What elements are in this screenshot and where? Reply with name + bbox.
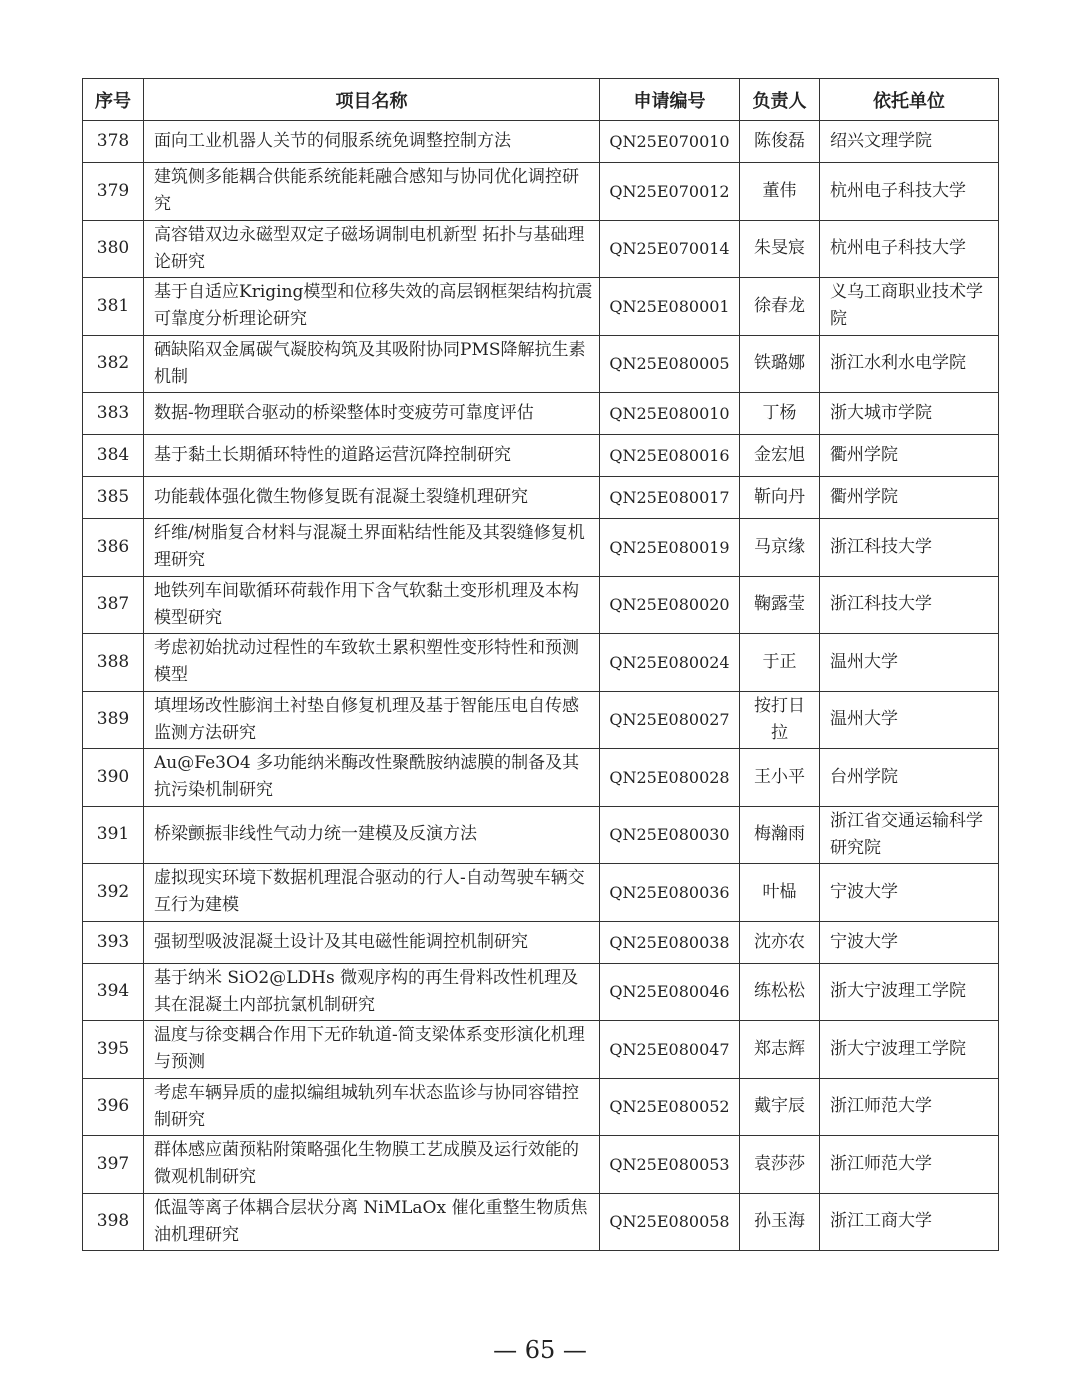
cell-project-name: 虚拟现实环境下数据机理混合驱动的行人-自动驾驶车辆交互行为建模 (144, 864, 600, 922)
cell-num: 381 (83, 278, 144, 336)
cell-leader: 鞠露莹 (740, 576, 820, 634)
cell-project-name: 纤维/树脂复合材料与混凝土界面粘结性能及其裂缝修复机理研究 (144, 519, 600, 577)
cell-unit: 浙大宁波理工学院 (820, 1021, 999, 1079)
cell-leader: 梅瀚雨 (740, 806, 820, 864)
table-row (83, 1021, 999, 1079)
cell-project-name: 温度与徐变耦合作用下无砟轨道-简支梁体系变形演化机理与预测 (144, 1021, 600, 1079)
cell-leader: 袁莎莎 (740, 1136, 820, 1194)
cell-application-code: QN25E080052 (600, 1078, 740, 1136)
cell-application-code: QN25E080058 (600, 1193, 740, 1251)
cell-project-name: 强韧型吸波混凝土设计及其电磁性能调控机制研究 (144, 921, 600, 963)
cell-unit: 宁波大学 (820, 864, 999, 922)
cell-project-name: 考虑初始扰动过程性的车致软土累积塑性变形特性和预测模型 (144, 634, 600, 692)
cell-application-code: QN25E070014 (600, 220, 740, 278)
cell-application-code: QN25E080036 (600, 864, 740, 922)
cell-project-name: 考虑车辆异质的虚拟编组城轨列车状态监诊与协同容错控制研究 (144, 1078, 600, 1136)
cell-project-name: 功能载体强化微生物修复既有混凝土裂缝机理研究 (144, 477, 600, 519)
cell-leader: 王小平 (740, 749, 820, 807)
table-row (83, 1136, 999, 1194)
cell-unit: 义乌工商职业技术学院 (820, 278, 999, 336)
cell-application-code: QN25E080016 (600, 435, 740, 477)
cell-application-code: QN25E080019 (600, 519, 740, 577)
cell-leader: 沈亦农 (740, 921, 820, 963)
cell-unit: 浙江省交通运输科学研究院 (820, 806, 999, 864)
cell-num: 386 (83, 519, 144, 577)
cell-application-code: QN25E080027 (600, 691, 740, 749)
cell-application-code: QN25E080010 (600, 393, 740, 435)
table-row (83, 121, 999, 163)
table-row (83, 749, 999, 807)
table-row (83, 163, 999, 221)
cell-application-code: QN25E080046 (600, 963, 740, 1021)
cell-leader: 于正 (740, 634, 820, 692)
cell-unit: 浙江科技大学 (820, 576, 999, 634)
cell-num: 388 (83, 634, 144, 692)
cell-application-code: QN25E070012 (600, 163, 740, 221)
table-row (83, 864, 999, 922)
header-unit: 依托单位 (820, 79, 999, 121)
cell-unit: 杭州电子科技大学 (820, 163, 999, 221)
cell-num: 380 (83, 220, 144, 278)
table-row (83, 435, 999, 477)
cell-num: 389 (83, 691, 144, 749)
cell-unit: 宁波大学 (820, 921, 999, 963)
cell-leader: 靳向丹 (740, 477, 820, 519)
cell-leader: 徐春龙 (740, 278, 820, 336)
cell-application-code: QN25E080017 (600, 477, 740, 519)
cell-leader: 马京缘 (740, 519, 820, 577)
table-row (83, 278, 999, 336)
table-row (83, 963, 999, 1021)
cell-application-code: QN25E080005 (600, 335, 740, 393)
cell-num: 396 (83, 1078, 144, 1136)
cell-unit: 浙江科技大学 (820, 519, 999, 577)
cell-project-name: 数据-物理联合驱动的桥梁整体时变疲劳可靠度评估 (144, 393, 600, 435)
table-row (83, 691, 999, 749)
cell-project-name: 硒缺陷双金属碳气凝胶构筑及其吸附协同PMS降解抗生素机制 (144, 335, 600, 393)
cell-num: 387 (83, 576, 144, 634)
table-row (83, 393, 999, 435)
cell-unit: 浙江工商大学 (820, 1193, 999, 1251)
cell-num: 394 (83, 963, 144, 1021)
table-row (83, 806, 999, 864)
cell-unit: 绍兴文理学院 (820, 121, 999, 163)
cell-application-code: QN25E080001 (600, 278, 740, 336)
cell-application-code: QN25E070010 (600, 121, 740, 163)
cell-num: 397 (83, 1136, 144, 1194)
cell-unit: 浙江师范大学 (820, 1136, 999, 1194)
cell-leader: 铁璐娜 (740, 335, 820, 393)
cell-application-code: QN25E080038 (600, 921, 740, 963)
cell-project-name: 填埋场改性膨润土衬垫自修复机理及基于智能压电自传感监测方法研究 (144, 691, 600, 749)
header-num: 序号 (83, 79, 144, 121)
cell-leader: 金宏旭 (740, 435, 820, 477)
cell-leader: 朱旻宸 (740, 220, 820, 278)
project-table (82, 78, 999, 1251)
table-row (83, 1078, 999, 1136)
table-row (83, 921, 999, 963)
header-name: 项目名称 (144, 79, 600, 121)
cell-num: 391 (83, 806, 144, 864)
cell-leader: 戴宇辰 (740, 1078, 820, 1136)
cell-unit: 杭州电子科技大学 (820, 220, 999, 278)
cell-leader: 叶榀 (740, 864, 820, 922)
cell-project-name: 基于纳米 SiO2@LDHs 微观序构的再生骨料改性机理及其在混凝土内部抗氯机制研究 (144, 963, 600, 1021)
table-body (83, 121, 999, 1251)
header-code: 申请编号 (600, 79, 740, 121)
cell-application-code: QN25E080028 (600, 749, 740, 807)
page-number: — 65 — (493, 1336, 587, 1364)
cell-project-name: 地铁列车间歇循环荷载作用下含气软黏土变形机理及本构模型研究 (144, 576, 600, 634)
cell-leader: 孙玉海 (740, 1193, 820, 1251)
cell-unit: 温州大学 (820, 691, 999, 749)
cell-application-code: QN25E080053 (600, 1136, 740, 1194)
cell-project-name: 面向工业机器人关节的伺服系统免调整控制方法 (144, 121, 600, 163)
cell-project-name: 基于自适应Kriging模型和位移失效的高层钢框架结构抗震可靠度分析理论研究 (144, 278, 600, 336)
cell-unit: 衢州学院 (820, 435, 999, 477)
cell-num: 385 (83, 477, 144, 519)
cell-project-name: 群体感应菌预粘附策略强化生物膜工艺成膜及运行效能的微观机制研究 (144, 1136, 600, 1194)
cell-unit: 浙江师范大学 (820, 1078, 999, 1136)
table-row (83, 519, 999, 577)
table-row (83, 220, 999, 278)
cell-leader: 练松松 (740, 963, 820, 1021)
cell-num: 395 (83, 1021, 144, 1079)
table-row (83, 1193, 999, 1251)
cell-num: 379 (83, 163, 144, 221)
cell-num: 382 (83, 335, 144, 393)
cell-unit: 温州大学 (820, 634, 999, 692)
cell-unit: 浙大城市学院 (820, 393, 999, 435)
cell-unit: 浙江水利水电学院 (820, 335, 999, 393)
cell-leader: 按打日拉 (740, 691, 820, 749)
cell-unit: 衢州学院 (820, 477, 999, 519)
cell-num: 378 (83, 121, 144, 163)
header-lead: 负责人 (740, 79, 820, 121)
cell-num: 392 (83, 864, 144, 922)
cell-unit: 台州学院 (820, 749, 999, 807)
cell-num: 390 (83, 749, 144, 807)
cell-leader: 董伟 (740, 163, 820, 221)
cell-leader: 陈俊磊 (740, 121, 820, 163)
cell-num: 383 (83, 393, 144, 435)
cell-project-name: 高容错双边永磁型双定子磁场调制电机新型 拓扑与基础理论研究 (144, 220, 600, 278)
cell-application-code: QN25E080047 (600, 1021, 740, 1079)
cell-num: 393 (83, 921, 144, 963)
cell-num: 384 (83, 435, 144, 477)
cell-project-name: Au@Fe3O4 多功能纳米酶改性聚酰胺纳滤膜的制备及其抗污染机制研究 (144, 749, 600, 807)
cell-project-name: 基于黏土长期循环特性的道路运营沉降控制研究 (144, 435, 600, 477)
cell-application-code: QN25E080024 (600, 634, 740, 692)
table-row (83, 477, 999, 519)
table-row (83, 634, 999, 692)
cell-application-code: QN25E080030 (600, 806, 740, 864)
cell-leader: 郑志辉 (740, 1021, 820, 1079)
cell-num: 398 (83, 1193, 144, 1251)
cell-unit: 浙大宁波理工学院 (820, 963, 999, 1021)
table-header-row (83, 79, 999, 121)
cell-project-name: 低温等离子体耦合层状分离 NiMLaOx 催化重整生物质焦油机理研究 (144, 1193, 600, 1251)
table-row (83, 335, 999, 393)
cell-leader: 丁杨 (740, 393, 820, 435)
cell-project-name: 桥梁颤振非线性气动力统一建模及反演方法 (144, 806, 600, 864)
cell-project-name: 建筑侧多能耦合供能系统能耗融合感知与协同优化调控研究 (144, 163, 600, 221)
cell-application-code: QN25E080020 (600, 576, 740, 634)
table-row (83, 576, 999, 634)
